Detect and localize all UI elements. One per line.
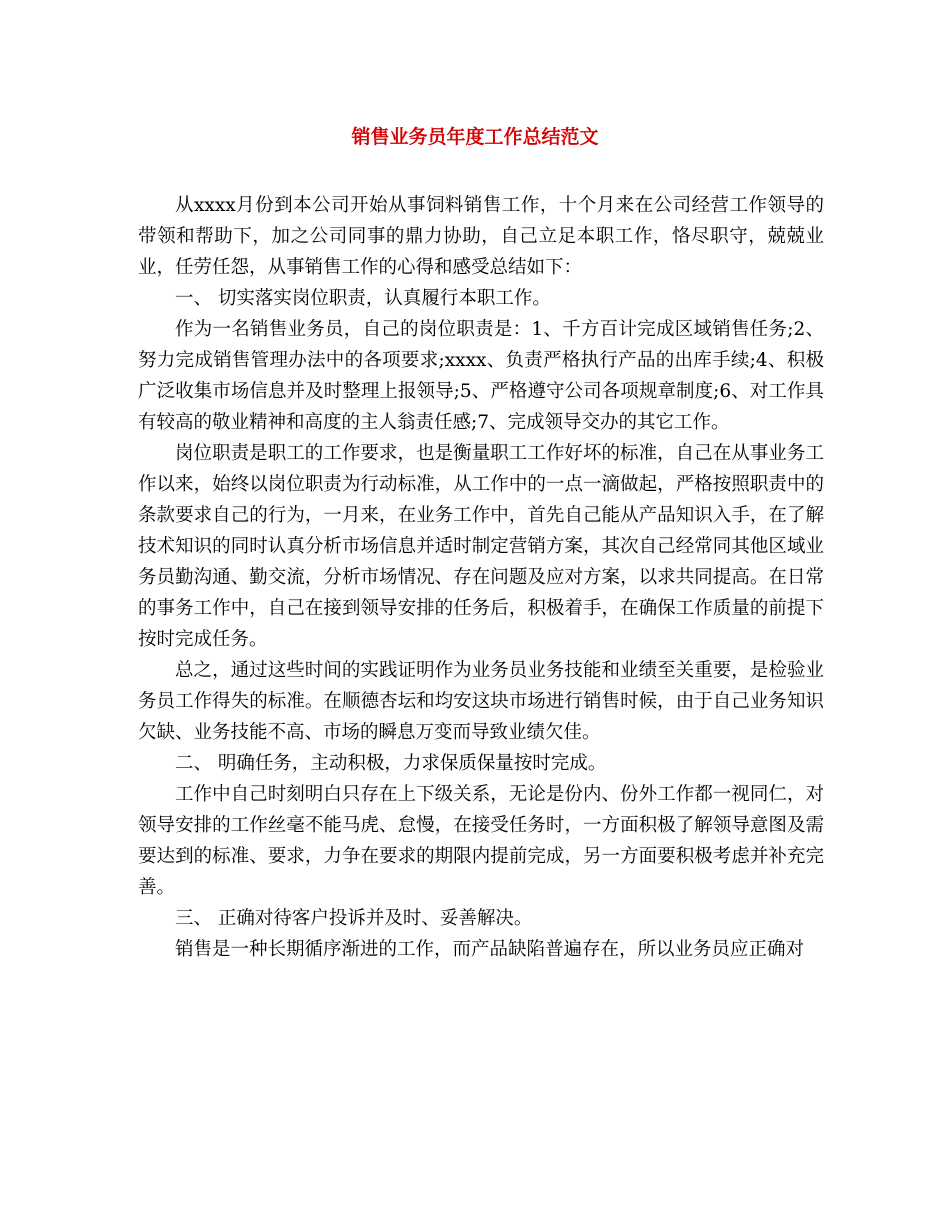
section-heading-1: 一、 切实落实岗位职责，认真履行本职工作。 <box>175 288 551 309</box>
paragraph-summary: 总之，通过这些时间的实践证明作为业务员业务技能和业绩至关重要，是检验业务员工作得失的标准。在顺德杏坛和均安这块市场进行销售时候，由于自己业务知识欠缺、业务技能不高、市场的瞬息万变而导致业绩欠佳。 <box>138 660 824 743</box>
paragraph-duties: 作为一名销售业务员，自己的岗位职责是：1、千方百计完成区域销售任务;2、努力完成销售管理办法中的各项要求;xxxx、负责严格执行产品的出库手续;4、积极广泛收集市场信息并及时整理上报领导;5、严格遵守公司各项规章制度;6、对工作具有较高的敬业精神和高度的主人翁责任感;7、完成领导交办的其它工作。 <box>138 319 824 433</box>
section-heading-2: 二、 明确任务，主动积极，力求保质保量按时完成。 <box>175 753 607 774</box>
document-body <box>138 190 824 965</box>
paragraph-job-requirements: 岗位职责是职工的工作要求，也是衡量职工工作好坏的标准，自己在从事业务工作以来，始终以岗位职责为行动标准，从工作中的一点一滴做起，严格按照职责中的条款要求自己的行为，一月来，在业务工作中，首先自己能从产品知识入手，在了解技术知识的同时认真分析市场信息并适时制定营销方案，其次自己经常同其他区域业务员勤沟通、勤交流，分析市场情况、存在问题及应对方案，以求共同提高。在日常的事务工作中，自己在接到领导安排的任务后，积极着手，在确保工作质量的前提下按时完成任务。 <box>138 443 824 650</box>
section-heading-3: 三、 正确对待客户投诉并及时、妥善解决。 <box>175 908 533 929</box>
document-title: 销售业务员年度工作总结范文 <box>351 126 599 148</box>
paragraph-tasks: 工作中自己时刻明白只存在上下级关系，无论是份内、份外工作都一视同仁，对领导安排的工作丝毫不能马虎、怠慢，在接受任务时，一方面积极了解领导意图及需要达到的标准、要求，力争在要求的期限内提前完成，另一方面要积极考虑并补充完善。 <box>138 784 824 898</box>
paragraph-sales: 销售是一种长期循序渐进的工作，而产品缺陷普遍存在，所以业务员应正确对 <box>175 939 805 960</box>
paragraph-intro: 从xxxx月份到本公司开始从事饲料销售工作，十个月来在公司经营工作领导的带领和帮助下，加之公司同事的鼎力协助，自己立足本职工作，恪尽职守，兢兢业业，任劳任怨，从事销售工作的心得和感受总结如下： <box>138 195 824 278</box>
